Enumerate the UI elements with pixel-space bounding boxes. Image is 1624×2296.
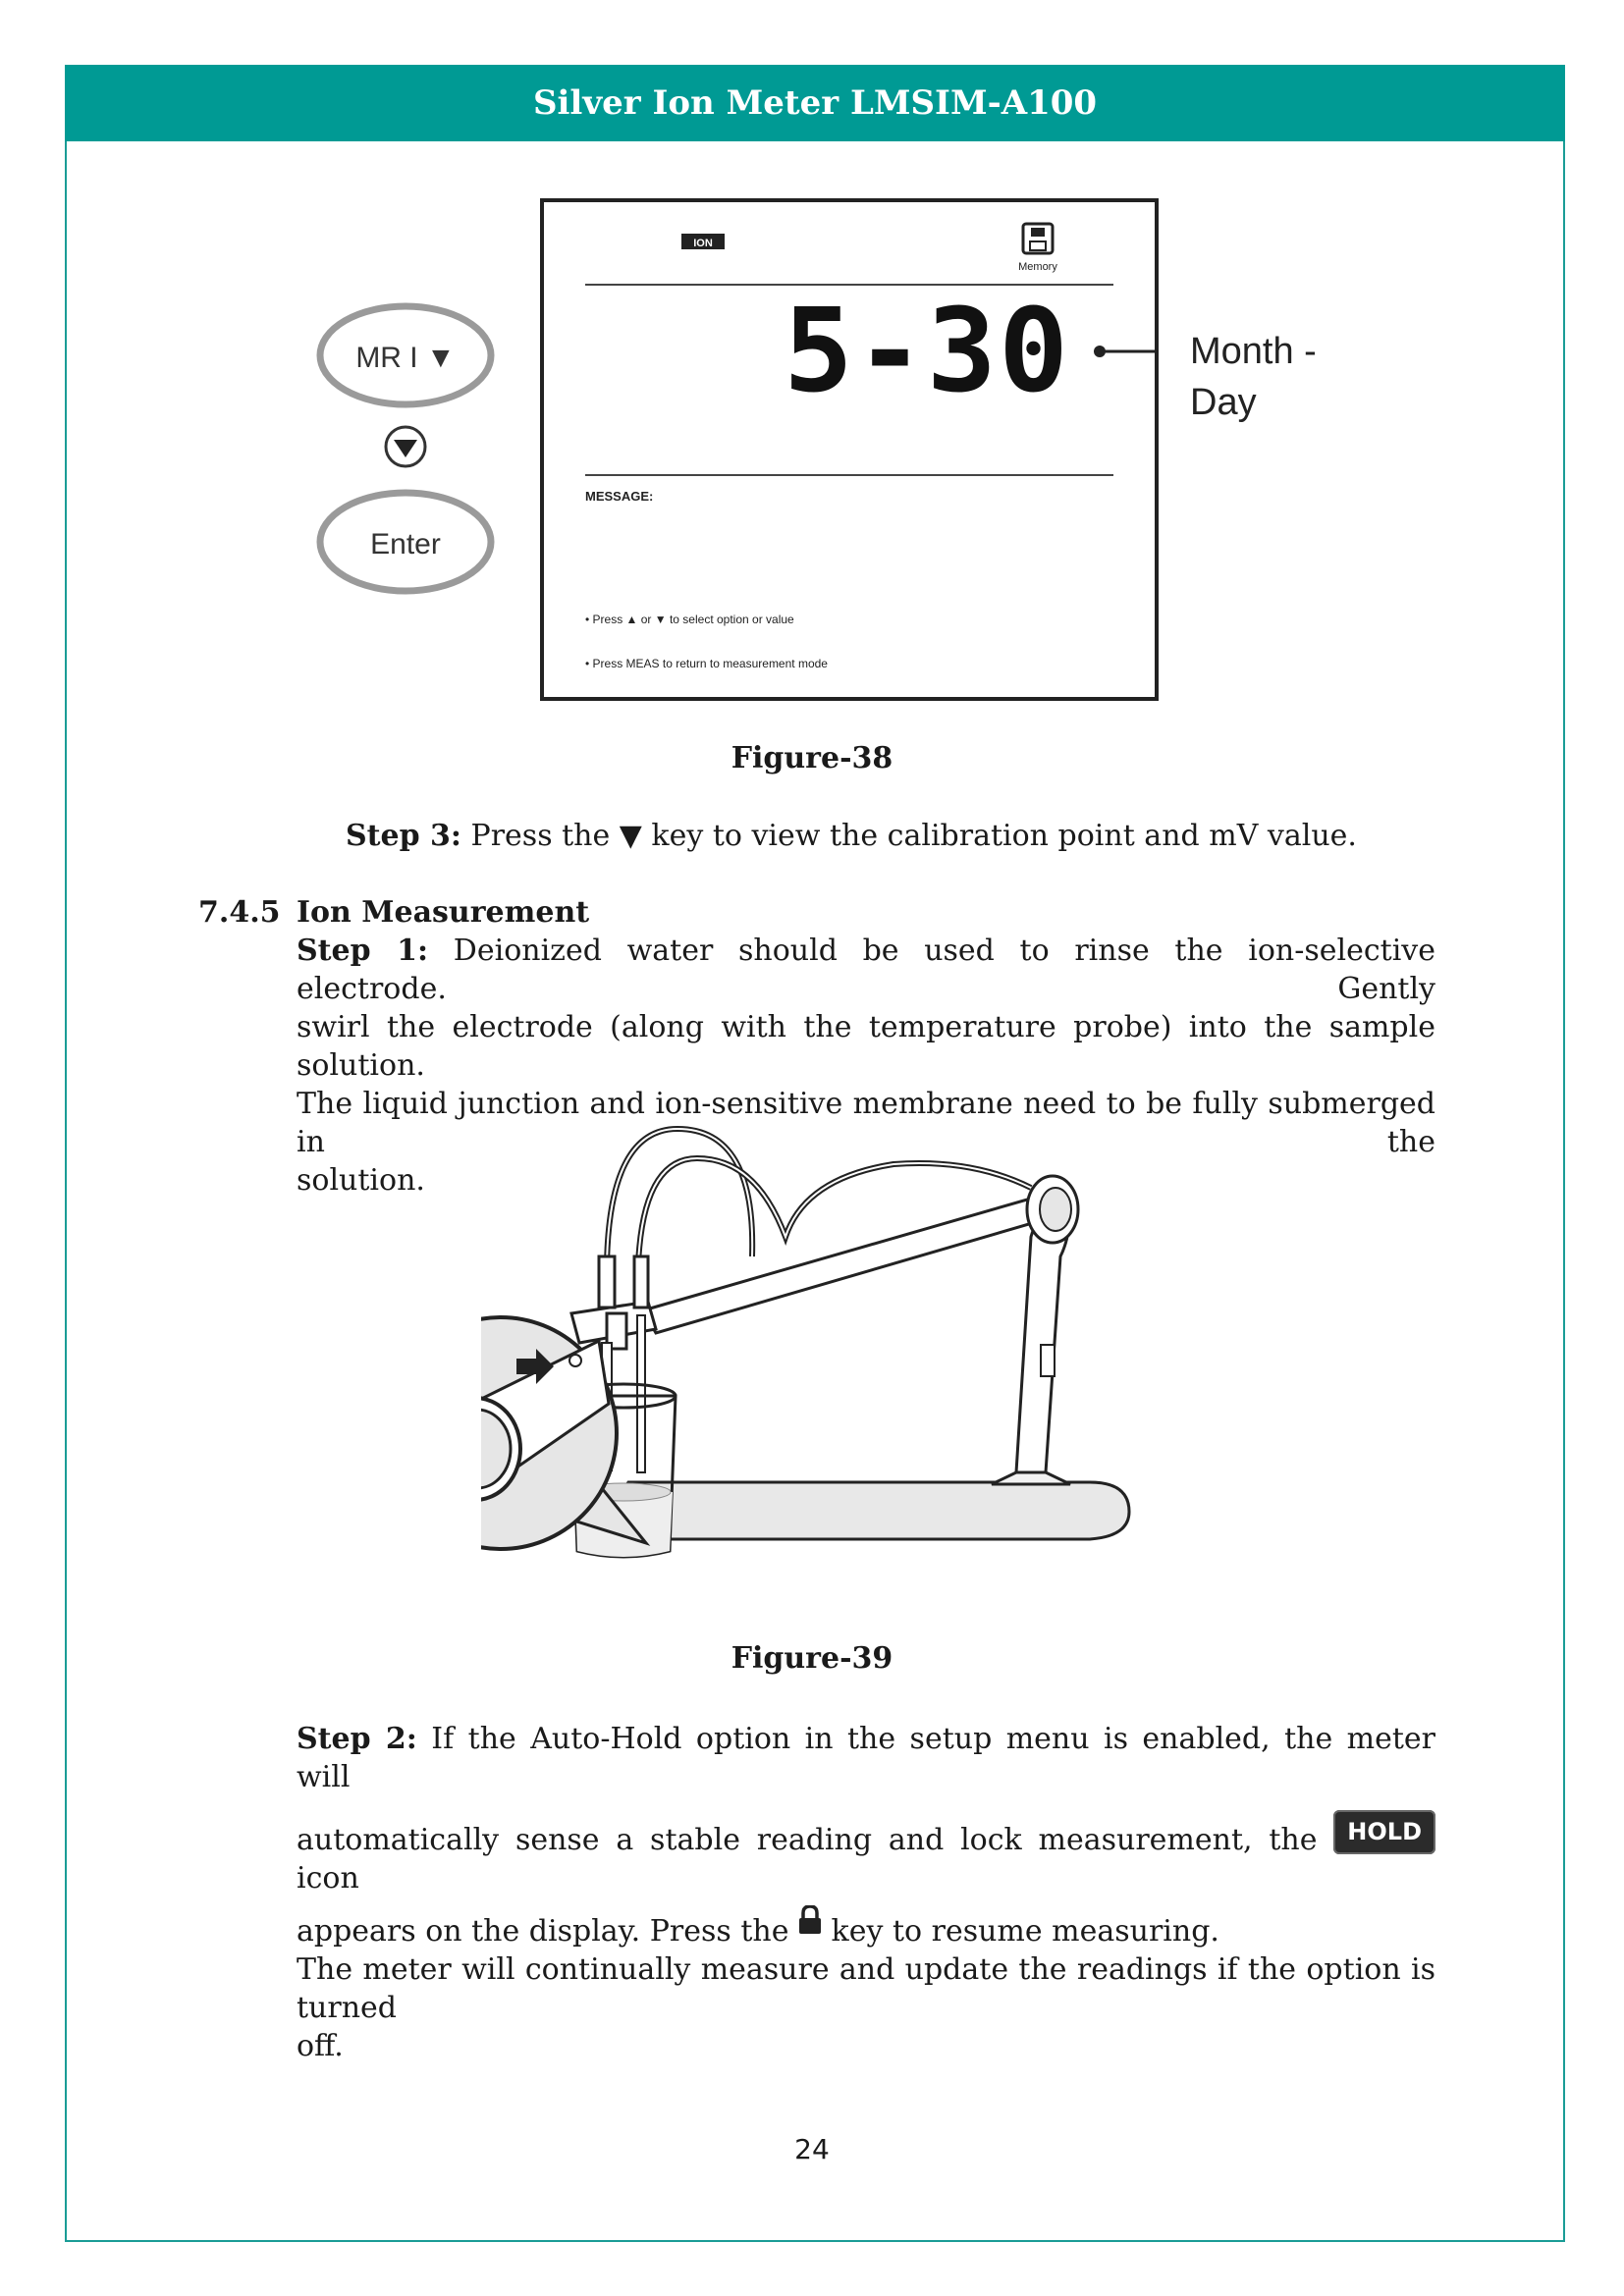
hint-meas: • Press MEAS to return to measurement mode <box>585 657 828 670</box>
section-number: 7.4.5 <box>198 895 281 930</box>
step-2-line-2-before: automatically sense a stable reading and lock measurement, the <box>297 1823 1318 1857</box>
down-arrow-circle-icon <box>386 427 425 466</box>
memory-label: Memory <box>1018 261 1057 273</box>
hint-select: • Press ▲ or ▼ to select option or value <box>585 613 794 626</box>
message-label: MESSAGE: <box>585 489 654 504</box>
page-number: 24 <box>794 2133 830 2165</box>
callout-month: Month - <box>1190 331 1317 372</box>
ion-badge-label: ION <box>693 238 713 249</box>
down-triangle-key-icon: ▼ <box>619 819 642 853</box>
enter-button <box>320 493 491 591</box>
step-1-line-4: solution. <box>297 1163 425 1198</box>
memory-save-icon <box>1023 224 1053 253</box>
header-title: Silver Ion Meter LMSIM-A100 <box>532 83 1098 123</box>
step-1-line-1: Deionized water should be used to rinse the ion-selective electrode. Gently <box>297 934 1435 1006</box>
step-2-line-5: off. <box>297 2029 344 2063</box>
enter-button-label: Enter <box>370 528 441 561</box>
step-3-text-after: key to view the calibration point and mV value. <box>641 819 1357 853</box>
page-header <box>65 65 1565 141</box>
hold-badge-icon: HOLD <box>1333 1810 1435 1854</box>
electrode-tip-zoom <box>481 1317 646 1549</box>
mr-button <box>320 306 491 404</box>
step-1-line-3: The liquid junction and ion-sensitive membrane need to be fully submerged in the <box>297 1087 1435 1159</box>
step-2-label: Step 2: <box>297 1722 417 1756</box>
step-2-line-2-after: icon <box>297 1861 359 1896</box>
figure-39-caption: Figure-39 <box>731 1641 893 1676</box>
mr-button-label: MR I ▼ <box>355 342 456 374</box>
step-2-paragraph <box>297 1720 1435 2065</box>
step-2-line-3-after: key to resume measuring. <box>831 1914 1219 1949</box>
lock-icon <box>798 1905 822 1935</box>
step-2-line-3-before: appears on the display. Press the <box>297 1914 789 1949</box>
section-title: Ion Measurement <box>297 895 590 930</box>
figure-38-illustration <box>295 187 1335 717</box>
step-1-label: Step 1: <box>297 934 429 968</box>
figure-38-caption: Figure-38 <box>731 741 893 775</box>
step-2-line-1: If the Auto-Hold option in the setup menu is enabled, the meter will <box>297 1722 1435 1794</box>
electrode-stand <box>571 1129 1129 1539</box>
segment-display-value: 5-30 <box>783 283 1070 418</box>
callout-day: Day <box>1190 382 1257 423</box>
figure-39-illustration <box>481 1119 1149 1590</box>
step-1-line-2: swirl the electrode (along with the temperature probe) into the sample solution. <box>297 1010 1435 1083</box>
step-3-label: Step 3: <box>346 819 461 853</box>
step-3-text-before: Press the <box>460 819 620 853</box>
step-3-paragraph <box>346 817 1445 855</box>
step-2-line-4: The meter will continually measure and update the readings if the option is turned <box>297 1952 1435 2025</box>
